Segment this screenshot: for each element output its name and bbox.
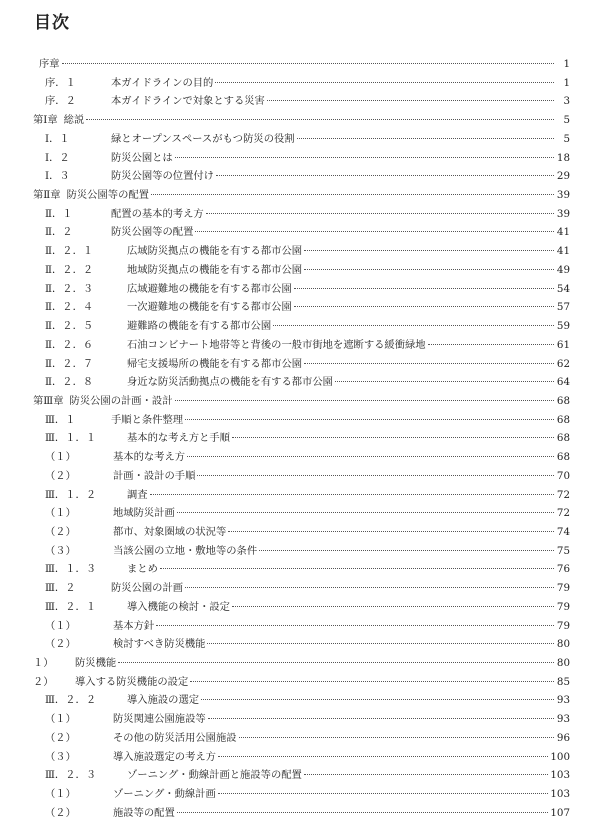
toc-entry-number: Ⅱ．２．６ bbox=[45, 338, 94, 351]
toc-entry[interactable] bbox=[33, 355, 570, 374]
toc-entry-page: 79 bbox=[556, 600, 570, 613]
toc-entry-number: Ⅲ．２．２ bbox=[45, 694, 97, 707]
dot-leader bbox=[218, 756, 548, 757]
toc-entry-page: 62 bbox=[556, 357, 570, 370]
toc-entry-page: 54 bbox=[556, 282, 570, 295]
dot-leader bbox=[239, 737, 554, 738]
toc-entry-page: 39 bbox=[556, 189, 570, 202]
toc-entry-number: 序．１ bbox=[45, 76, 76, 89]
dot-leader bbox=[86, 119, 554, 120]
toc-entry[interactable] bbox=[33, 92, 570, 111]
toc-entry-page: 64 bbox=[556, 376, 570, 389]
toc-entry-number: 第Ⅰ章 bbox=[33, 114, 58, 127]
toc-entry-page: 41 bbox=[556, 245, 570, 258]
dot-leader bbox=[156, 625, 554, 626]
toc-entry[interactable] bbox=[33, 167, 570, 186]
toc-entry-page: 1 bbox=[563, 76, 570, 89]
toc-entry-page: 18 bbox=[556, 151, 570, 164]
toc-entry-label: 防災公園の計画 bbox=[111, 582, 184, 595]
toc-entry-label: 本ガイドラインの目的 bbox=[111, 76, 214, 89]
toc-entry-page: 100 bbox=[550, 750, 570, 763]
toc-entry-page: 79 bbox=[556, 582, 570, 595]
dot-leader bbox=[201, 699, 554, 700]
toc-entry-number: Ⅱ．２．１ bbox=[45, 245, 94, 258]
toc-entry[interactable] bbox=[33, 691, 570, 710]
toc-entry-page: 72 bbox=[556, 488, 570, 501]
toc-entry-number: Ⅲ．２ bbox=[45, 582, 76, 595]
toc-entry-page: 49 bbox=[556, 263, 570, 276]
toc-entry-label: 施設等の配置 bbox=[113, 806, 175, 819]
dot-leader bbox=[294, 306, 554, 307]
page-title: 目次 bbox=[34, 13, 70, 33]
toc-entry[interactable] bbox=[33, 448, 570, 467]
dot-leader bbox=[175, 157, 554, 158]
toc-entry-label: 基本方針 bbox=[113, 619, 155, 632]
toc-entry[interactable] bbox=[33, 111, 570, 130]
toc-entry[interactable] bbox=[33, 317, 570, 336]
toc-entry-number: Ⅱ．２．２ bbox=[45, 263, 94, 276]
dot-leader bbox=[218, 793, 549, 794]
toc-entry-label: ゾーニング・動線計画 bbox=[113, 788, 216, 801]
toc-entry[interactable] bbox=[33, 280, 570, 299]
toc-entry-number: ２） bbox=[33, 675, 54, 688]
toc-entry-label: 防災公園の計画・設計 bbox=[69, 394, 173, 407]
toc-entry-page: 3 bbox=[563, 95, 570, 108]
toc-entry-number: （２） bbox=[45, 806, 76, 819]
toc-entry[interactable] bbox=[33, 748, 570, 767]
toc-entry-label: 防災公園等の配置 bbox=[111, 226, 194, 239]
toc-entry-number: Ⅲ．１．１ bbox=[45, 432, 97, 445]
dot-leader bbox=[304, 774, 549, 775]
toc-entry-label: 防災公園とは bbox=[111, 151, 173, 164]
toc-entry-label: 導入機能の検討・設定 bbox=[127, 600, 230, 613]
toc-entry[interactable] bbox=[33, 523, 570, 542]
toc-entry-number: Ⅰ．２ bbox=[45, 151, 70, 164]
dot-leader bbox=[187, 456, 554, 457]
dot-leader bbox=[267, 100, 554, 101]
toc-entry-label: まとめ bbox=[127, 563, 158, 576]
toc-entry-number: Ⅱ．２ bbox=[45, 226, 73, 239]
dot-leader bbox=[62, 63, 554, 64]
toc-entry-label: 身近な防災活動拠点の機能を有する都市公園 bbox=[127, 376, 333, 389]
toc-entry[interactable] bbox=[33, 74, 570, 93]
toc-entry-page: 96 bbox=[556, 731, 570, 744]
dot-leader bbox=[228, 531, 554, 532]
dot-leader bbox=[232, 606, 554, 607]
toc-entry-page: 39 bbox=[556, 207, 570, 220]
toc-entry-number: （１） bbox=[45, 713, 76, 726]
toc-entry-number: 第Ⅲ章 bbox=[33, 394, 64, 407]
toc-entry-label: 防災機能 bbox=[75, 657, 117, 669]
toc-entry-label: 本ガイドラインで対象とする災害 bbox=[111, 95, 265, 108]
dot-leader bbox=[304, 250, 554, 251]
toc-entry[interactable] bbox=[33, 617, 570, 636]
toc-entry-page: 74 bbox=[556, 525, 570, 538]
toc-entry[interactable] bbox=[33, 261, 570, 280]
dot-leader bbox=[428, 344, 554, 345]
dot-leader bbox=[208, 718, 554, 719]
toc-entry-label: 地域防災計画 bbox=[113, 507, 175, 520]
dot-leader bbox=[177, 512, 554, 513]
toc-entry[interactable] bbox=[33, 766, 570, 785]
toc-entry[interactable] bbox=[33, 411, 570, 430]
toc-entry-label: 防災公園等の配置 bbox=[66, 189, 149, 202]
toc-entry-number: Ⅲ．２．１ bbox=[45, 600, 97, 613]
toc-entry[interactable] bbox=[33, 392, 570, 411]
toc-entry-number: （１） bbox=[45, 619, 76, 632]
toc-entry-number: （２） bbox=[45, 638, 76, 651]
toc-entry[interactable] bbox=[33, 298, 570, 317]
toc-entry-label: 防災公園等の位置付け bbox=[111, 170, 214, 183]
toc-entry[interactable] bbox=[33, 336, 570, 355]
toc-entry-number: 序．２ bbox=[45, 95, 76, 108]
toc-entry-page: 5 bbox=[563, 132, 570, 145]
toc-entry-number: Ⅰ．１ bbox=[45, 132, 70, 145]
toc-entry-label: 都市、対象圏域の状況等 bbox=[113, 525, 227, 538]
toc-entry-page: 68 bbox=[556, 413, 570, 426]
toc-entry-page: 61 bbox=[556, 338, 570, 351]
toc-entry-label: ゾーニング・動線計画と施設等の配置 bbox=[127, 769, 302, 782]
toc-entry-page: 93 bbox=[556, 713, 570, 726]
dot-leader bbox=[190, 681, 554, 682]
toc-entry-number: Ⅱ．２．５ bbox=[45, 320, 94, 333]
toc-entry-number: （２） bbox=[45, 731, 76, 744]
toc-entry-number: Ⅱ．１ bbox=[45, 207, 73, 220]
toc-entry[interactable] bbox=[33, 635, 570, 654]
dot-leader bbox=[177, 812, 549, 813]
dot-leader bbox=[175, 400, 555, 401]
toc-entry-label: 配置の基本的考え方 bbox=[111, 207, 204, 220]
toc-entry-number: Ⅲ．１．２ bbox=[45, 488, 97, 501]
toc-entry[interactable] bbox=[33, 598, 570, 617]
dot-leader bbox=[259, 550, 554, 551]
toc-entry[interactable] bbox=[33, 55, 570, 74]
toc-entry-label: 調査 bbox=[127, 488, 148, 501]
toc-entry-label: 当該公園の立地・敷地等の条件 bbox=[113, 544, 258, 557]
dot-leader bbox=[304, 269, 554, 270]
toc-entry-label: 総説 bbox=[63, 114, 85, 127]
toc-entry-number: Ⅱ．２．８ bbox=[45, 376, 94, 389]
toc-entry-label: 基本的な考え方と手順 bbox=[127, 432, 230, 445]
toc-entry[interactable] bbox=[33, 542, 570, 561]
toc-entry-number: Ⅲ．２．３ bbox=[45, 769, 97, 782]
toc-entry-label: 導入施設選定の考え方 bbox=[113, 750, 216, 763]
toc-entry-label: 手順と条件整理 bbox=[111, 413, 184, 426]
toc-entry-label: 導入する防災機能の設定 bbox=[75, 675, 189, 688]
table-of-contents bbox=[33, 55, 570, 822]
dot-leader bbox=[216, 175, 554, 176]
toc-entry-label: 序章 bbox=[39, 58, 60, 70]
dot-leader bbox=[185, 587, 554, 588]
toc-entry[interactable] bbox=[33, 785, 570, 804]
toc-entry[interactable] bbox=[33, 804, 570, 822]
toc-entry-page: 57 bbox=[556, 301, 570, 314]
toc-entry-page: 68 bbox=[556, 451, 570, 464]
toc-entry-label: 広域防災拠点の機能を有する都市公園 bbox=[127, 245, 303, 258]
toc-entry-number: Ⅱ．２．３ bbox=[45, 282, 94, 295]
toc-entry-page: 59 bbox=[556, 320, 570, 333]
toc-entry-number: Ⅲ．１ bbox=[45, 413, 76, 426]
toc-entry-page: 72 bbox=[556, 507, 570, 520]
toc-entry-page: 79 bbox=[556, 619, 570, 632]
toc-entry[interactable] bbox=[33, 242, 570, 261]
toc-entry-number: 第Ⅱ章 bbox=[33, 189, 61, 202]
toc-entry-label: その他の防災活用公園施設 bbox=[113, 731, 237, 744]
dot-leader bbox=[185, 419, 554, 420]
toc-entry[interactable] bbox=[33, 729, 570, 748]
toc-entry-label: 検討すべき防災機能 bbox=[113, 638, 206, 651]
toc-entry[interactable] bbox=[33, 486, 570, 505]
toc-entry[interactable] bbox=[33, 373, 570, 392]
dot-leader bbox=[197, 475, 554, 476]
toc-entry-page: 93 bbox=[556, 694, 570, 707]
toc-entry-label: 石油コンビナート地帯等と背後の一般市街地を遮断する緩衝緑地 bbox=[127, 338, 426, 351]
toc-entry-label: 緑とオープンスペースがもつ防災の役割 bbox=[111, 132, 295, 145]
toc-entry[interactable] bbox=[33, 429, 570, 448]
toc-entry-page: 1 bbox=[563, 58, 570, 70]
toc-entry[interactable] bbox=[33, 205, 570, 224]
dot-leader bbox=[215, 82, 554, 83]
toc-entry[interactable] bbox=[33, 654, 570, 673]
toc-entry-label: 一次避難地の機能を有する都市公園 bbox=[127, 301, 292, 314]
dot-leader bbox=[297, 138, 554, 139]
toc-entry-page: 29 bbox=[556, 170, 570, 183]
dot-leader bbox=[335, 381, 554, 382]
toc-entry[interactable] bbox=[33, 130, 570, 149]
toc-entry-label: 地域防災拠点の機能を有する都市公園 bbox=[127, 263, 303, 276]
toc-entry-label: 防災関連公園施設等 bbox=[113, 713, 206, 726]
toc-entry-label: 帰宅支援場所の機能を有する都市公園 bbox=[127, 357, 303, 370]
toc-entry[interactable] bbox=[33, 223, 570, 242]
toc-entry-page: 80 bbox=[556, 638, 570, 651]
toc-entry-label: 広域避難地の機能を有する都市公園 bbox=[127, 282, 292, 295]
toc-entry-number: Ⅱ．２．４ bbox=[45, 301, 94, 314]
dot-leader bbox=[160, 568, 554, 569]
dot-leader bbox=[151, 194, 554, 195]
toc-entry-page: 80 bbox=[556, 657, 570, 669]
toc-entry-page: 41 bbox=[556, 226, 570, 239]
toc-entry-page: 68 bbox=[556, 394, 570, 407]
toc-entry-page: 68 bbox=[556, 432, 570, 445]
dot-leader bbox=[273, 325, 554, 326]
toc-entry-number: １） bbox=[33, 657, 54, 669]
toc-entry[interactable] bbox=[33, 673, 570, 692]
toc-entry-label: 導入施設の選定 bbox=[127, 694, 200, 707]
toc-entry[interactable] bbox=[33, 579, 570, 598]
toc-entry-number: （２） bbox=[45, 469, 76, 482]
toc-entry-number: （１） bbox=[45, 507, 76, 520]
dot-leader bbox=[207, 643, 554, 644]
toc-entry-label: 基本的な考え方 bbox=[113, 451, 186, 464]
toc-entry-number: （１） bbox=[45, 451, 76, 464]
toc-entry-number: Ⅱ．２．７ bbox=[45, 357, 94, 370]
toc-entry-number: Ⅰ．３ bbox=[45, 170, 70, 183]
toc-entry-page: 76 bbox=[556, 563, 570, 576]
dot-leader bbox=[150, 494, 554, 495]
toc-entry-page: 103 bbox=[550, 788, 570, 801]
toc-entry-number: （２） bbox=[45, 525, 76, 538]
toc-entry-number: （３） bbox=[45, 544, 76, 557]
toc-entry-page: 70 bbox=[556, 469, 570, 482]
toc-entry-page: 75 bbox=[556, 544, 570, 557]
toc-entry-number: （１） bbox=[45, 788, 76, 801]
toc-entry-page: 5 bbox=[563, 114, 570, 127]
toc-entry-page: 85 bbox=[556, 675, 570, 688]
toc-entry[interactable] bbox=[33, 504, 570, 523]
dot-leader bbox=[232, 437, 554, 438]
toc-entry[interactable] bbox=[33, 560, 570, 579]
dot-leader bbox=[294, 288, 554, 289]
toc-entry-page: 107 bbox=[550, 806, 570, 819]
toc-entry[interactable] bbox=[33, 710, 570, 729]
toc-entry-label: 避難路の機能を有する都市公園 bbox=[127, 320, 272, 333]
dot-leader bbox=[304, 363, 554, 364]
toc-entry-number: （３） bbox=[45, 750, 76, 763]
dot-leader bbox=[195, 231, 554, 232]
toc-entry-label: 計画・設計の手順 bbox=[113, 469, 196, 482]
toc-entry[interactable] bbox=[33, 467, 570, 486]
toc-entry[interactable] bbox=[33, 149, 570, 168]
toc-entry[interactable] bbox=[33, 186, 570, 205]
dot-leader bbox=[118, 662, 554, 663]
toc-entry-page: 103 bbox=[550, 769, 570, 782]
toc-entry-number: Ⅲ．１．３ bbox=[45, 563, 97, 576]
dot-leader bbox=[206, 213, 554, 214]
